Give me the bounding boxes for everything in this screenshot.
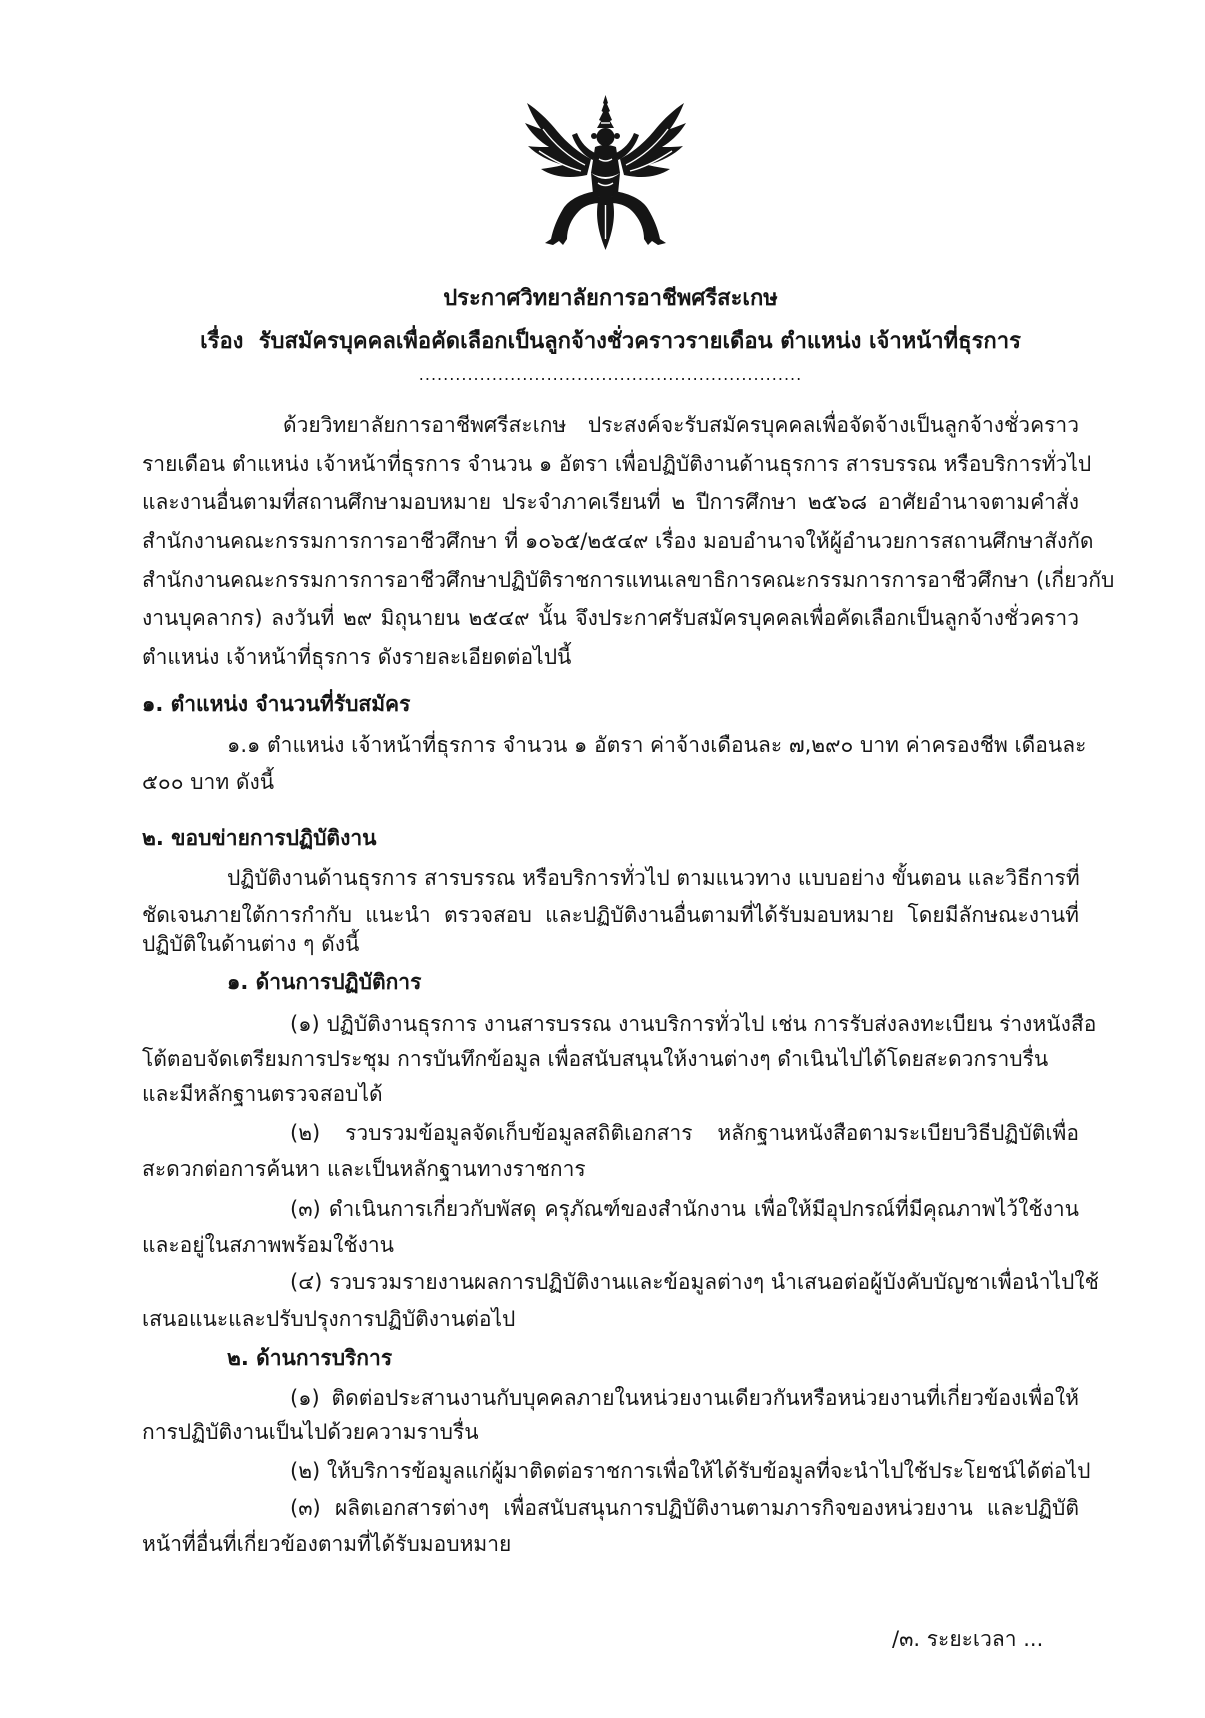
services-item-line: (๒) ให้บริการข้อมูลแก่ผู้มาติดต่อราชการเพื่อให้ได้รับข้อมูลที่จะนำไปใช้ประโยชน์ได้ต่อไป xyxy=(290,1459,1091,1483)
section-2-line: ปฏิบัติในด้านต่าง ๆ ดังนี้ xyxy=(142,932,360,956)
operations-item-line: (๑) ปฏิบัติงานธุรการ งานสารบรรณ งานบริการทั่วไป เช่น การรับส่งลงทะเบียน ร่างหนังสือ xyxy=(290,1012,1097,1036)
section-1-line: ๑.๑ ตำแหน่ง เจ้าหน้าที่ธุรการ จำนวน ๑ อัตรา ค่าจ้างเดือนละ ๗,๒๙๐ บาท ค่าครองชีพ เดือนละ xyxy=(227,733,1087,757)
section-2-heading: ๒. ขอบข่ายการปฏิบัติงาน xyxy=(142,826,377,850)
intro-line: รายเดือน ตำแหน่ง เจ้าหน้าที่ธุรการ จำนวน ๑ อัตรา เพื่อปฏิบัติงานด้านธุรการ สารบรรณ หรือบริการทั่วไป xyxy=(142,452,1092,476)
operations-item-line: และอยู่ในสภาพพร้อมใช้งาน xyxy=(142,1233,394,1257)
services-item-line: หน้าที่อื่นที่เกี่ยวข้องตามที่ได้รับมอบหมาย xyxy=(142,1532,512,1556)
operations-item-line: (๒) รวบรวมข้อมูลจัดเก็บข้อมูลสถิติเอกสาร หลักฐานหนังสือตามระเบียบวิธีปฏิบัติเพื่อ xyxy=(290,1121,1079,1145)
section-1-line: ๕๐๐ บาท ดังนี้ xyxy=(142,770,275,794)
services-item-line: (๓) ผลิตเอกสารต่างๆ เพื่อสนับสนุนการปฏิบัติงานตามภารกิจของหน่วยงาน และปฏิบัติ xyxy=(290,1496,1079,1520)
intro-line: และงานอื่นตามที่สถานศึกษามอบหมาย ประจำภาคเรียนที่ ๒ ปีการศึกษา ๒๕๖๘ อาศัยอำนาจตามคำสั่ง xyxy=(142,490,1079,514)
garuda-emblem-icon xyxy=(523,93,688,254)
operations-item-line: โต้ตอบจัดเตรียมการประชุม การบันทึกข้อมูล เพื่อสนับสนุนให้งานต่างๆ ดำเนินไปได้โดยสะดวกราบรื่น xyxy=(142,1047,1049,1071)
announcement-title: ประกาศวิทยาลัยการอาชีพศรีสะเกษ xyxy=(443,286,778,311)
section-1-heading: ๑. ตำแหน่ง จำนวนที่รับสมัคร xyxy=(142,692,411,716)
intro-line: สำนักงานคณะกรรมการการอาชีวศึกษา ที่ ๑๐๖๕/๒๕๔๙ เรื่อง มอบอำนาจให้ผู้อำนวยการสถานศึกษาสังกัด xyxy=(142,529,1094,553)
garuda-emblem xyxy=(523,93,688,254)
intro-line: สำนักงานคณะกรรมการการอาชีวศึกษาปฏิบัติราชการแทนเลขาธิการคณะกรรมการการอาชีวศึกษา (เกี่ยวกับ xyxy=(142,568,1115,592)
section-2-line: ปฏิบัติงานด้านธุรการ สารบรรณ หรือบริการทั่วไป ตามแนวทาง แบบอย่าง ขั้นตอน และวิธีการที่ xyxy=(227,866,1080,890)
intro-line: ด้วยวิทยาลัยการอาชีพศรีสะเกษ ประสงค์จะรับสมัครบุคคลเพื่อจัดจ้างเป็นลูกจ้างชั่วคราว xyxy=(283,413,1079,437)
operations-item-line: เสนอแนะและปรับปรุงการปฏิบัติงานต่อไป xyxy=(142,1307,516,1331)
page-continuation: /๓. ระยะเวลา ... xyxy=(892,1627,1044,1651)
announcement-subject: เรื่อง รับสมัครบุคคลเพื่อคัดเลือกเป็นลูกจ้างชั่วคราวรายเดือน ตำแหน่ง เจ้าหน้าที่ธุรการ xyxy=(200,329,1021,354)
operations-heading: ๑. ด้านการปฏิบัติการ xyxy=(227,970,422,994)
intro-line: งานบุคลากร) ลงวันที่ ๒๙ มิถุนายน ๒๕๔๙ นั้น จึงประกาศรับสมัครบุคคลเพื่อคัดเลือกเป็นลูกจ้างชั่วคราว xyxy=(142,606,1079,630)
operations-item-line: (๓) ดำเนินการเกี่ยวกับพัสดุ ครุภัณฑ์ของสำนักงาน เพื่อให้มีอุปกรณ์ที่มีคุณภาพไว้ใช้งาน xyxy=(290,1197,1079,1221)
operations-item-line: (๔) รวบรวมรายงานผลการปฏิบัติงานและข้อมูลต่างๆ นำเสนอต่อผู้บังคับบัญชาเพื่อนำไปใช้ xyxy=(290,1270,1099,1294)
intro-line: ตำแหน่ง เจ้าหน้าที่ธุรการ ดังรายละเอียดต่อไปนี้ xyxy=(142,645,572,669)
section-2-line: ชัดเจนภายใต้การกำกับ แนะนำ ตรวจสอบ และปฏิบัติงานอื่นตามที่ได้รับมอบหมาย โดยมีลักษณะงานที่ xyxy=(142,903,1079,927)
services-item-line: (๑) ติดต่อประสานงานกับบุคคลภายในหน่วยงานเดียวกันหรือหน่วยงานที่เกี่ยวข้องเพื่อให้ xyxy=(290,1386,1079,1410)
operations-item-line: สะดวกต่อการค้นหา และเป็นหลักฐานทางราชการ xyxy=(142,1157,586,1181)
services-heading: ๒. ด้านการบริการ xyxy=(227,1346,393,1370)
services-item-line: การปฏิบัติงานเป็นไปด้วยความราบรื่น xyxy=(142,1420,479,1444)
operations-item-line: และมีหลักฐานตรวจสอบได้ xyxy=(142,1082,383,1106)
header-divider: ............................................................... xyxy=(418,365,803,384)
